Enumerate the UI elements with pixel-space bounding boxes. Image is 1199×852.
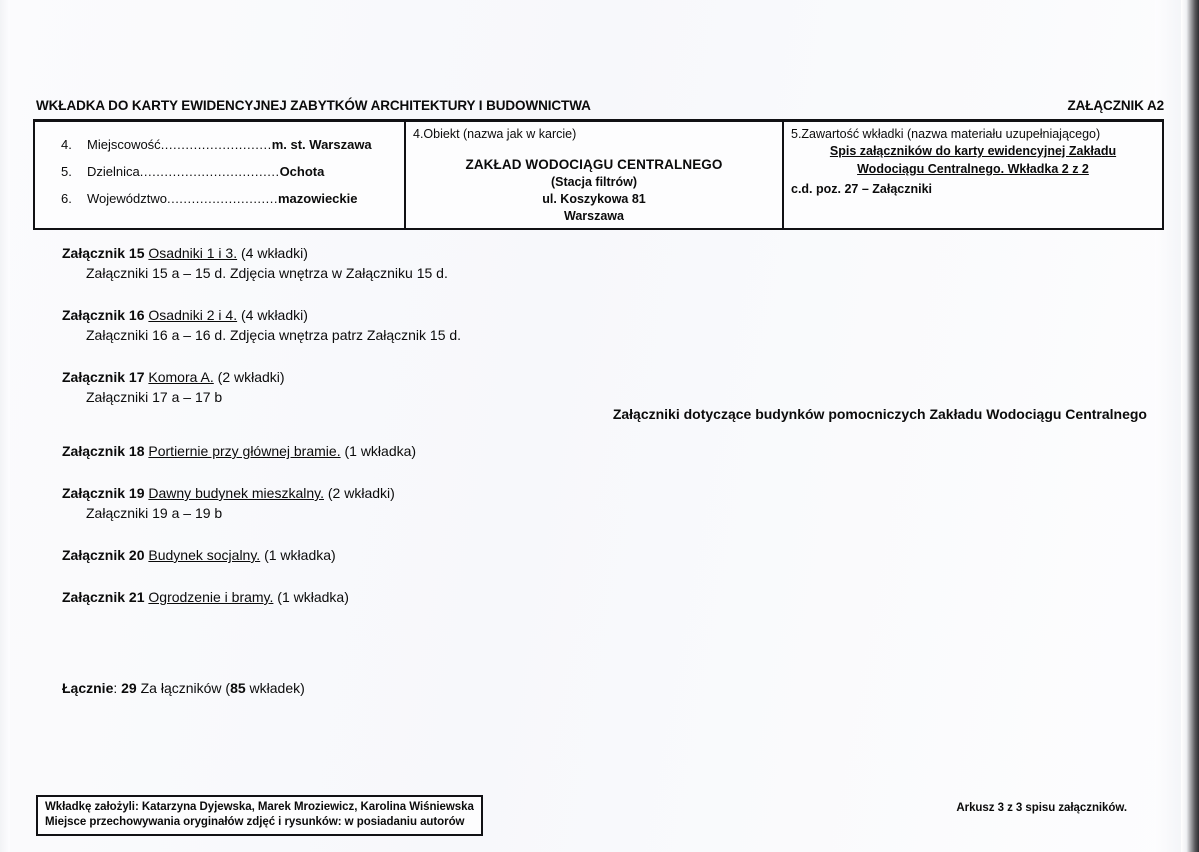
- attachment-number: Załącznik 20: [62, 547, 145, 563]
- attachment-count: (1 wkładka): [264, 547, 336, 563]
- object-body: [413, 156, 775, 225]
- list-item-main: [62, 483, 1152, 503]
- list-item: [62, 305, 1152, 345]
- object-caption: 4.Obiekt (nazwa jak w karcie): [413, 127, 577, 141]
- total-separator: :: [113, 680, 122, 696]
- content-emphasis-text-1: Spis załączników do karty ewidencyjnej Zakładu: [829, 144, 1117, 158]
- content-emphasis-text-2: Wodociągu Centralnego. Wkładka 2 z 2: [857, 162, 1089, 176]
- attachment-number: Załącznik 15: [62, 245, 145, 261]
- list-item-main: [62, 367, 1152, 387]
- row-number: 5.: [61, 164, 72, 179]
- cell-object: [406, 122, 784, 228]
- row-number: 4.: [61, 137, 72, 152]
- attachment-count: (4 wkładki): [241, 307, 308, 323]
- row-label: Miejscowość: [87, 137, 161, 152]
- row-dots: ...........................: [166, 191, 278, 206]
- attachment-number: Załącznik 17: [62, 369, 145, 385]
- attachment-subnote: Załączniki 15 a – 15 d. Zdjęcia wnętrza w Załączniku 15 d.: [86, 265, 448, 281]
- total-middle: Za łączników (: [136, 680, 231, 696]
- attachment-name: Budynek socjalny.: [148, 547, 261, 563]
- object-subtitle: (Stacja filtrów): [550, 175, 638, 189]
- attachment-count: (2 wkładki): [217, 369, 285, 385]
- row-label: Dzielnica: [87, 164, 140, 179]
- page-title: WKŁADKA DO KARTY EWIDENCYJNEJ ZABYTKÓW ARCHITEKTURY I BUDOWNICTWA: [36, 98, 591, 113]
- list-item: [62, 441, 1152, 461]
- list-item: [62, 243, 1152, 283]
- total-sheets: 85: [230, 680, 246, 696]
- list-item: [62, 587, 1152, 607]
- list-item: [62, 367, 1152, 407]
- cell-location: [35, 122, 406, 228]
- content-emphasis-line-2: [791, 161, 1155, 178]
- attachment-name: Dawny budynek mieszkalny.: [148, 485, 324, 501]
- attachment-name: Ogrodzenie i bramy.: [148, 589, 274, 605]
- attachment-list-group-2: [62, 441, 1152, 621]
- attachment-subnote: Załączniki 19 a – 19 b: [86, 505, 223, 521]
- table-row: [42, 131, 397, 158]
- attachment-count: (1 wkładka): [277, 589, 349, 605]
- row-value: mazowieckie: [278, 191, 358, 206]
- footer-storage: Miejsce przechowywania oryginałów zdjęć i rysunków: w posiadaniu autorów: [45, 816, 465, 828]
- annex-label: ZAŁĄCZNIK A2: [1067, 98, 1164, 113]
- row-label: Województwo: [87, 191, 167, 206]
- list-item: [62, 483, 1152, 523]
- row-value: Ochota: [279, 164, 325, 179]
- total-summary: [62, 678, 305, 698]
- attachment-count: (1 wkładka): [344, 443, 417, 459]
- table-row: [42, 185, 397, 212]
- list-item: [62, 545, 1152, 565]
- attachment-name: Komora A.: [148, 369, 214, 385]
- cell-content-description: [784, 122, 1162, 228]
- row-value: m. st. Warszawa: [271, 137, 372, 152]
- row-dots: ...........................: [160, 137, 272, 152]
- attachment-number: Załącznik 16: [62, 307, 145, 323]
- list-item-main: [62, 305, 1152, 325]
- attachment-name: Portiernie przy głównej bramie.: [148, 443, 341, 459]
- footer-authors: Wkładkę założyli: Katarzyna Dyjewska, Marek Mroziewicz, Karolina Wiśniewska: [45, 801, 474, 813]
- attachment-name: Osadniki 1 i 3.: [148, 245, 238, 261]
- attachment-name: Osadniki 2 i 4.: [148, 307, 238, 323]
- attachment-count: (4 wkładki): [241, 245, 308, 261]
- content-emphasis-line-1: [791, 143, 1155, 160]
- attachment-number: Załącznik 19: [62, 485, 145, 501]
- object-street: ul. Koszykowa 81: [542, 192, 646, 206]
- attachment-count: (2 wkładki): [327, 485, 395, 501]
- table-row: [42, 158, 397, 185]
- object-city: Warszawa: [564, 209, 624, 223]
- scan-edge-right: [1181, 0, 1199, 852]
- total-suffix: wkładek): [245, 680, 305, 696]
- attachment-list-group-1: [62, 243, 1152, 421]
- attachment-number: Załącznik 18: [62, 443, 145, 459]
- list-item-main: [62, 587, 1152, 607]
- attachment-number: Załącznik 21: [62, 589, 145, 605]
- section-heading: Załączniki dotyczące budynków pomocniczych Zakładu Wodociągu Centralnego: [612, 406, 1147, 422]
- content-caption: 5.Zawartość wkładki (nazwa materiału uzupełniającego): [791, 127, 1101, 141]
- list-item-main: [62, 441, 1152, 461]
- total-label: Łącznie: [62, 680, 114, 696]
- total-count: 29: [121, 680, 137, 696]
- attachment-subnote: Załączniki 17 a – 17 b: [86, 389, 223, 405]
- document-header: [36, 98, 1164, 113]
- list-item-main: [62, 243, 1152, 263]
- object-title: ZAKŁAD WODOCIĄGU CENTRALNEGO: [465, 157, 723, 172]
- attachment-subnote: Załączniki 16 a – 16 d. Zdjęcia wnętrza patrz Załącznik 15 d.: [86, 327, 462, 343]
- content-note: c.d. poz. 27 – Załączniki: [791, 182, 933, 196]
- list-item-main: [62, 545, 1152, 565]
- row-dots: ..................................: [139, 164, 280, 179]
- footer-authors-box: [36, 795, 483, 836]
- row-number: 6.: [61, 191, 72, 206]
- footer-sheet-info: Arkusz 3 z 3 spisu załączników.: [956, 802, 1127, 814]
- identification-table: [33, 122, 1164, 230]
